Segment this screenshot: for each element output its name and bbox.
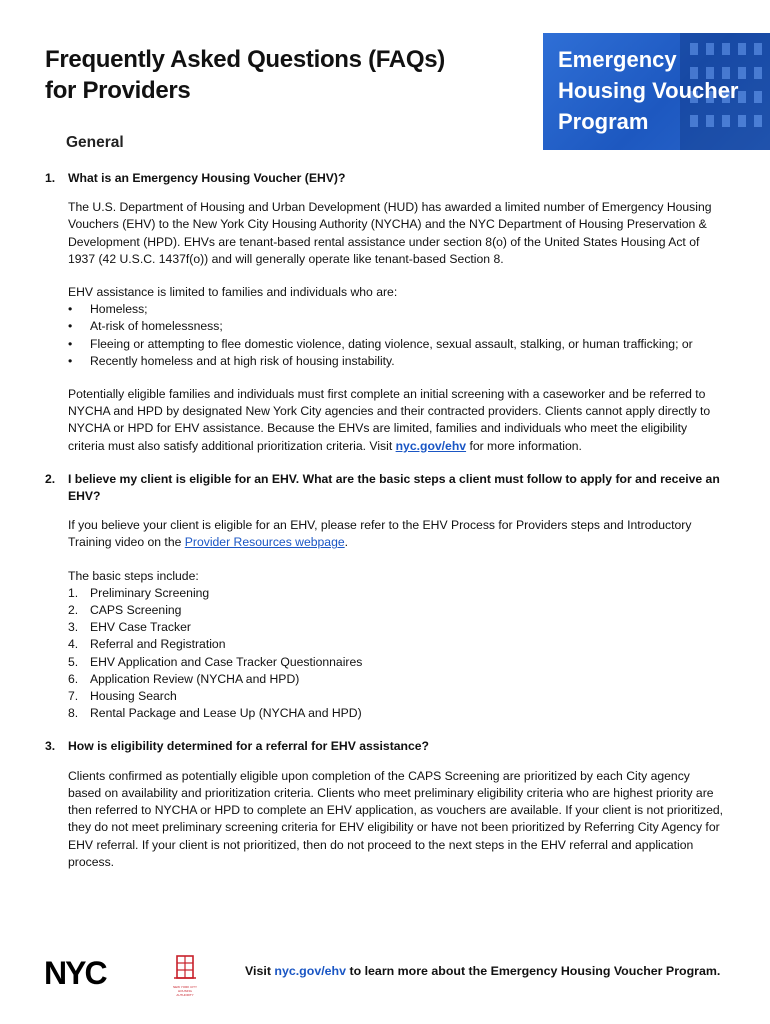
banner-line2: Housing Voucher <box>558 78 739 103</box>
question-3 <box>45 738 725 755</box>
steps-list <box>68 585 725 723</box>
question-number: 3. <box>45 739 56 754</box>
footer-ehv-link[interactable]: nyc.gov/ehv <box>274 964 347 978</box>
list-item: 4. Referral and Registration <box>68 637 226 652</box>
nycha-building-icon <box>172 952 198 980</box>
footer <box>0 948 770 998</box>
page-title <box>45 44 515 106</box>
footer-text: Visit nyc.gov/ehv to learn more about the Emergency Housing Voucher Program. <box>245 964 721 978</box>
question-text: How is eligibility determined for a referral for EHV assistance? <box>68 739 429 754</box>
banner-line1: Emergency <box>558 47 677 72</box>
nycha-logo-text: NEW YORK CITY HOUSING AUTHORITY <box>173 985 197 997</box>
list-item: 2. CAPS Screening <box>68 603 182 618</box>
question-text: What is an Emergency Housing Voucher (EHV)? <box>68 171 346 185</box>
question-1 <box>45 170 725 187</box>
nyc-logo <box>44 958 136 988</box>
question-number: 1. <box>45 171 56 185</box>
list-item: 7. Housing Search <box>68 689 177 704</box>
answer-paragraph: If you believe your client is eligible for an EHV, please refer to the EHV Process for Providers steps and Introductory Training video on the Provider Resources webpage. <box>68 518 692 550</box>
list-item: • Fleeing or attempting to flee domestic violence, dating violence, sexual assault, stalking, or human trafficking; or <box>68 336 693 351</box>
list-item: 6. Application Review (NYCHA and HPD) <box>68 671 300 686</box>
banner-line3: Program <box>558 109 649 134</box>
faq-item-2 <box>45 471 725 723</box>
nycha-logo <box>170 952 200 997</box>
list-item: 3. EHV Case Tracker <box>68 620 191 635</box>
list-item: • At-risk of homelessness; <box>68 319 223 334</box>
question-text: I believe my client is eligible for an EHV. What are the basic steps a client must follow to apply for and receive an EHV? <box>68 471 720 504</box>
list-item: 5. EHV Application and Case Tracker Questionnaires <box>68 654 363 669</box>
question-2 <box>45 471 725 505</box>
question-number: 2. <box>45 471 56 486</box>
faq-content <box>45 170 725 887</box>
ehv-link[interactable]: nyc.gov/ehv <box>395 438 467 453</box>
page-title-line2: for Providers <box>45 77 191 104</box>
faq-item-1 <box>45 170 725 455</box>
list-item: • Recently homeless and at high risk of housing instability. <box>68 353 395 368</box>
list-item: 8. Rental Package and Lease Up (NYCHA and HPD) <box>68 706 362 721</box>
steps-intro: The basic steps include: <box>68 568 199 583</box>
answer-paragraph: The U.S. Department of Housing and Urban Development (HUD) has awarded a limited number of Emergency Housing Vouchers (EHV) to the New York City Housing Authority (NYCHA) and the NYC Department of Housing Preservation & Development (HPD). EHVs are tenant-based rental assistance under section 8(o) of the United States Housing Act of 1937 (42 U.S.C. 1437f(o)) and will generally operate like tenant-based Section 8. <box>68 200 712 266</box>
list-item: 1. Preliminary Screening <box>68 585 210 600</box>
banner-title <box>558 44 768 137</box>
page-title-line1: Frequently Asked Questions (FAQs) <box>45 46 445 73</box>
program-banner <box>543 33 770 150</box>
answer-paragraph: Clients confirmed as potentially eligible upon completion of the CAPS Screening are prioritized by each City agency based on availability and prioritization criteria. Clients who meet preliminary eligibility criteria who are highest priority are then referred to NYCHA or HPD to complete an EHV application, as vouchers are available. If your client is not prioritized, they do not meet preliminary screening criteria for EHV eligibility or have not been prioritized by Referring City Agency for EHV referral. If your client is not prioritized, then do not proceed to the next steps in the EHV referral and application process. <box>68 768 724 869</box>
eligibility-list <box>68 301 725 370</box>
section-heading: General <box>66 134 124 151</box>
faq-item-3 <box>45 738 725 870</box>
list-intro: EHV assistance is limited to families and individuals who are: <box>68 285 398 300</box>
list-item: • Homeless; <box>68 302 148 317</box>
answer-paragraph: Potentially eligible families and individuals must first complete an initial screening with a caseworker and be referred to NYCHA and HPD by designated New York City agencies and their contracted providers. Clients cannot apply directly to NYCHA or HPD for EHV assistance. Because the EHVs are limited, families and individuals who meet the eligibility criteria must also satisfy additional prioritization criteria. Visit nyc.gov/ehv for more information. <box>68 387 711 453</box>
provider-resources-link[interactable]: Provider Resources webpage <box>184 535 345 550</box>
svg-text:NYC: NYC <box>44 958 106 988</box>
